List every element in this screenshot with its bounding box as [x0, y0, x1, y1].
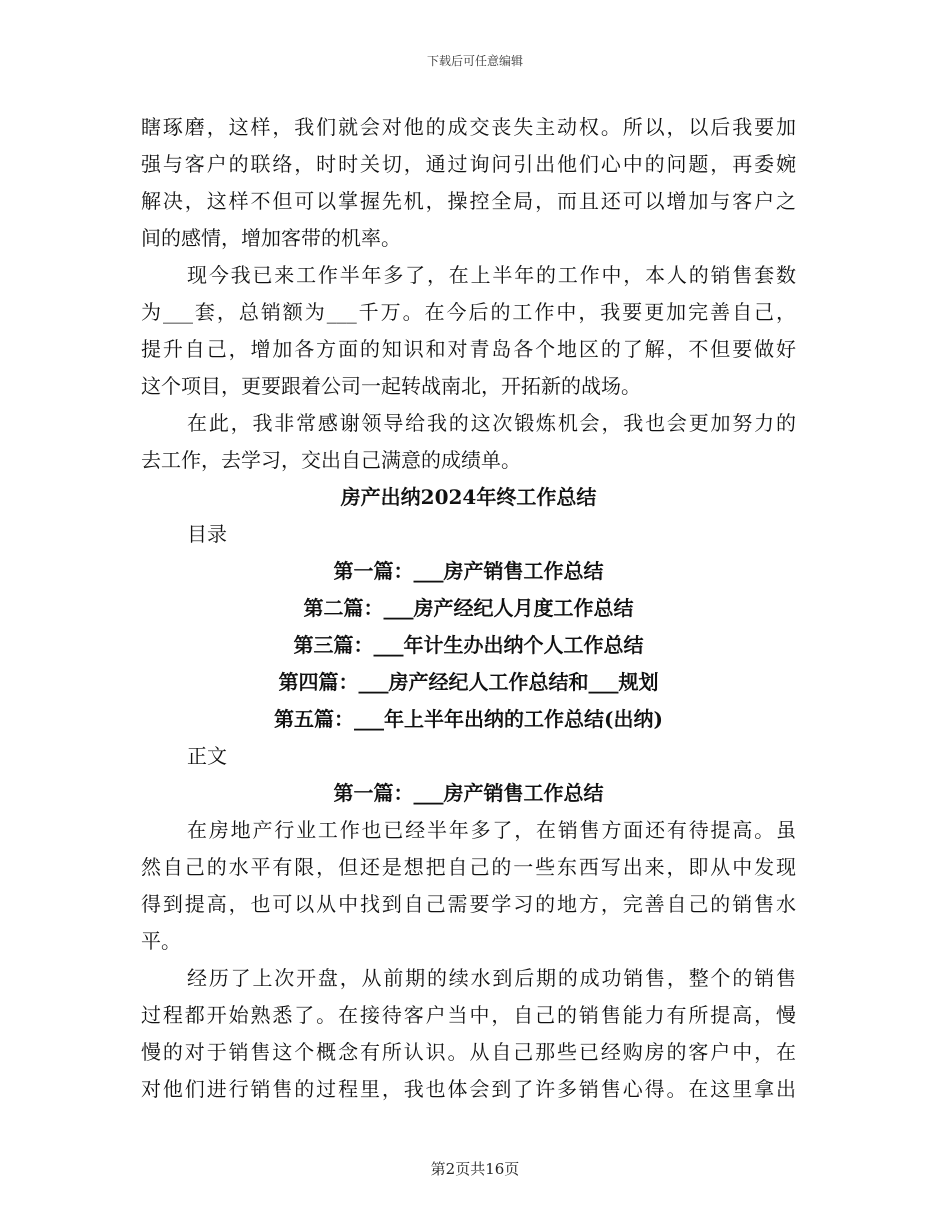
text-line: 去工作，去学习，交出自己满意的成绩单。: [141, 448, 521, 472]
document-title: 房产出纳2024年终工作总结: [340, 485, 597, 509]
body-label: 正文: [187, 744, 227, 768]
text-line: 平。: [141, 929, 181, 953]
text-line: 解决，这样不但可以掌握先机，操控全局，而且还可以增加与客户之: [141, 189, 796, 213]
page-header: 下载后可任意编辑: [426, 54, 523, 68]
text-line: 为___套，总销额为___千万。在今后的工作中，我要更加完善自己，: [141, 300, 796, 324]
toc-item[interactable]: 第二篇：___房产经纪人月度工作总结: [303, 596, 634, 620]
toc-label: 目录: [187, 522, 227, 546]
text-line: 现今我已来工作半年多了，在上半年的工作中，本人的销售套数: [187, 263, 796, 287]
toc-item[interactable]: 第五篇：___年上半年出纳的工作总结(出纳): [274, 707, 663, 731]
text-line: 慢的对于销售这个概念有所认识。从自己那些已经购房的客户中，在: [141, 1040, 796, 1064]
page-footer: 第2页共16页: [430, 1160, 520, 1178]
text-line: 提升自己，增加各方面的知识和对青岛各个地区的了解，不但要做好: [141, 337, 796, 361]
text-line: 过程都开始熟悉了。在接待客户当中，自己的销售能力有所提高，慢: [141, 1003, 796, 1027]
toc-item[interactable]: 第四篇：___房产经纪人工作总结和___规划: [278, 670, 659, 694]
text-line: 间的感情，增加客带的机率。: [141, 226, 401, 250]
text-line: 瞎琢磨，这样，我们就会对他的成交丧失主动权。所以，以后我要加: [141, 115, 796, 139]
text-line: 这个项目，更要跟着公司一起转战南北，开拓新的战场。: [141, 374, 641, 398]
text-line: 然自己的水平有限，但还是想把自己的一些东西写出来，即从中发现: [141, 855, 796, 879]
toc-item[interactable]: 第一篇：___房产销售工作总结: [333, 559, 604, 583]
text-line: 在此，我非常感谢领导给我的这次锻炼机会，我也会更加努力的: [187, 411, 796, 435]
text-line: 得到提高，也可以从中找到自己需要学习的地方，完善自己的销售水: [141, 892, 796, 916]
text-line: 在房地产行业工作也已经半年多了，在销售方面还有待提高。虽: [187, 818, 796, 842]
document-body: [141, 109, 796, 1108]
text-line: 经历了上次开盘，从前期的续水到后期的成功销售，整个的销售: [187, 966, 796, 990]
section-title: 第一篇：___房产销售工作总结: [333, 781, 604, 805]
toc-item[interactable]: 第三篇：___年计生办出纳个人工作总结: [293, 633, 644, 657]
text-line: 对他们进行销售的过程里，我也体会到了许多销售心得。在这里拿出: [141, 1077, 796, 1101]
text-line: 强与客户的联络，时时关切，通过询问引出他们心中的问题，再委婉: [141, 152, 796, 176]
